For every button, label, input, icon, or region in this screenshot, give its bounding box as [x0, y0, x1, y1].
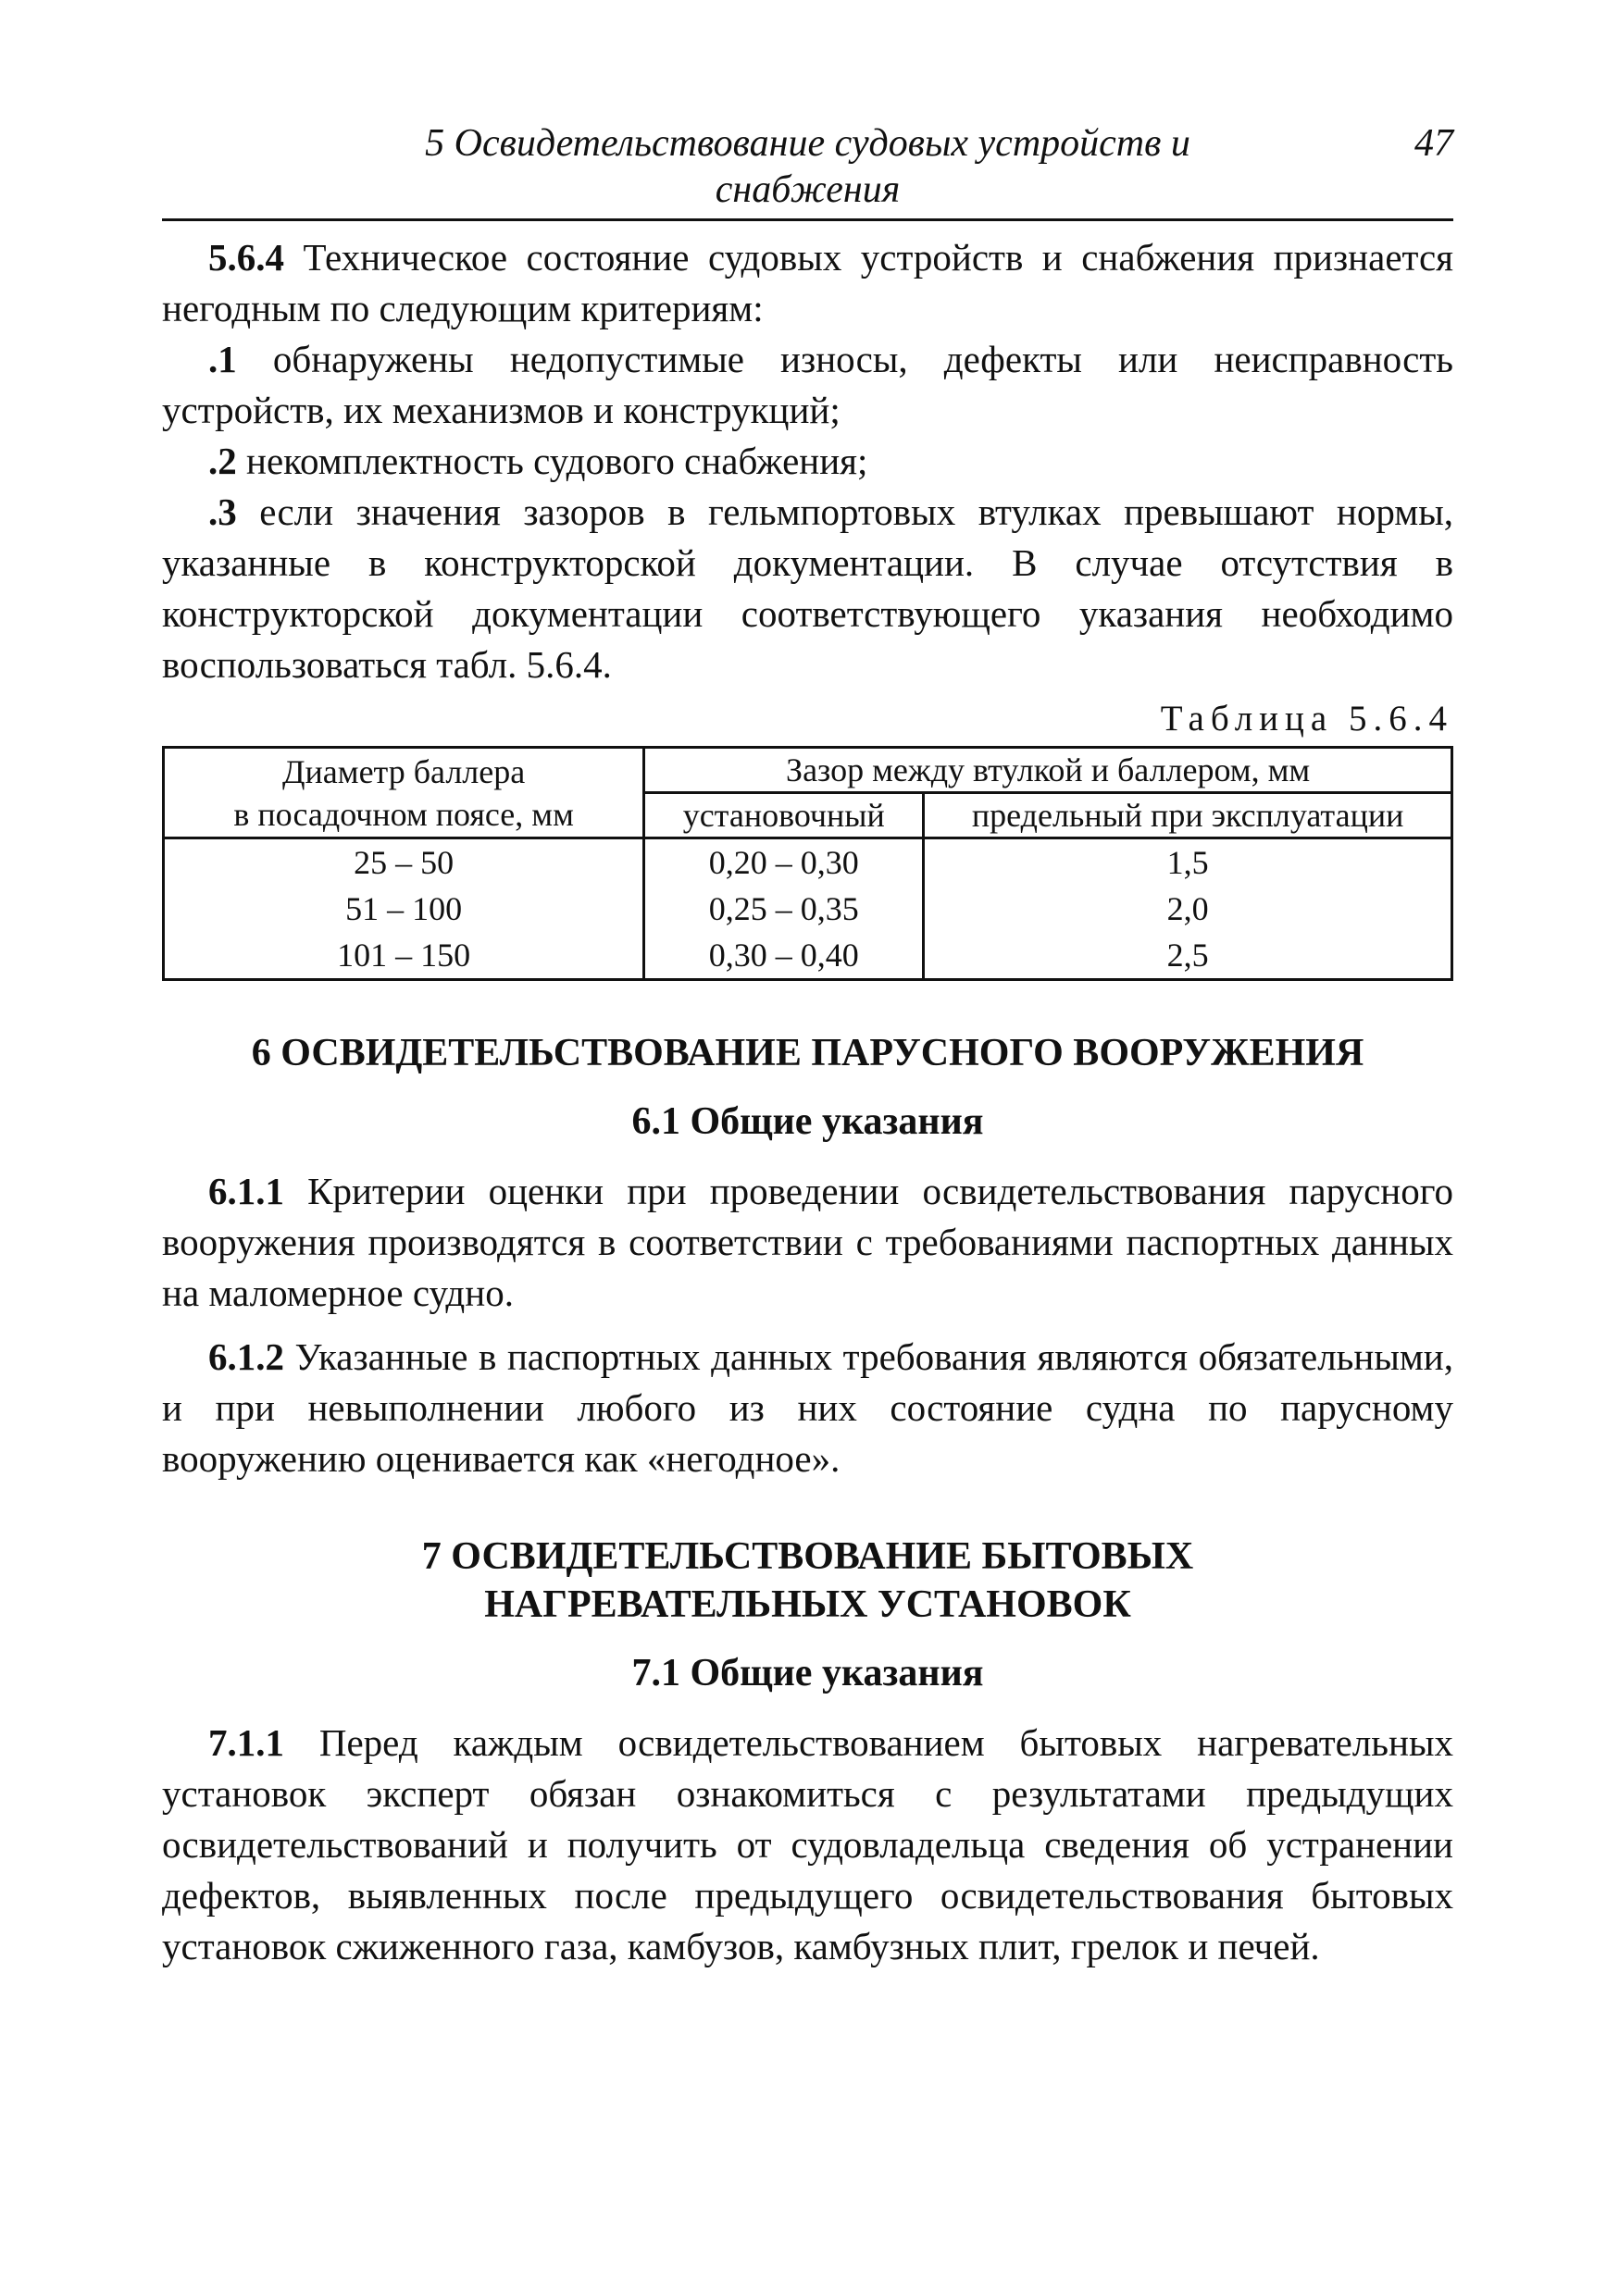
clause-text: Техническое состояние судовых устройств и снабжения признается негодным по следующим критериям: [162, 236, 1453, 329]
clause-6-1-2 [162, 1332, 1453, 1484]
item-text: некомплектность судового снабжения; [236, 440, 868, 482]
cell-diameter: 51 – 100 [164, 886, 644, 932]
cell-diameter: 25 – 50 [164, 838, 644, 887]
item-number: .1 [208, 338, 237, 380]
section-7-heading-line2: НАГРЕВАТЕЛЬНЫХ УСТАНОВОК [484, 1583, 1131, 1626]
clause-6-1-1 [162, 1166, 1453, 1319]
cell-installation: 0,20 – 0,30 [644, 838, 924, 887]
table-row [164, 886, 1452, 932]
table-row [164, 932, 1452, 980]
header-diameter [164, 748, 644, 838]
cell-limit: 2,0 [924, 886, 1452, 932]
clause-item-2 [162, 436, 1453, 487]
running-title-line1: 5 Освидетельствование судовых устройств и [425, 122, 1190, 165]
clause-number: 7.1.1 [208, 1721, 284, 1764]
clause-number: 5.6.4 [208, 236, 284, 279]
header-diameter-line2: в посадочном поясе, мм [233, 795, 574, 833]
item-text: если значения зазоров в гельмпортовых втулках превышают нормы, указанные в конструкторской документации. В случае отсутствия в конструкторской документации соответствующего указания необходимо воспользоваться табл. 5.6.4. [162, 490, 1453, 686]
clause-item-3 [162, 487, 1453, 690]
cell-limit: 2,5 [924, 932, 1452, 980]
item-number: .2 [208, 440, 237, 482]
clause-text: Критерии оценки при проведении освидетельствования парусного вооружения производятся в соответствии с требованиями паспортных данных на маломерное судно. [162, 1170, 1453, 1314]
clause-number: 6.1.2 [208, 1335, 284, 1378]
cell-installation: 0,25 – 0,35 [644, 886, 924, 932]
clause-7-1-1 [162, 1718, 1453, 1972]
clause-number: 6.1.1 [208, 1170, 284, 1212]
clause-5-6-4 [162, 232, 1453, 334]
document-page [162, 120, 1453, 1972]
subsection-6-1-heading: 6.1 Общие указания [631, 1100, 984, 1143]
subsection-7-1-heading: 7.1 Общие указания [631, 1652, 984, 1694]
item-text: обнаружены недопустимые износы, дефекты или неисправность устройств, их механизмов и конструкций; [162, 338, 1453, 431]
item-number: .3 [208, 490, 237, 533]
cell-diameter: 101 – 150 [164, 932, 644, 980]
section-6-heading: 6 ОСВИДЕТЕЛЬСТВОВАНИЕ ПАРУСНОГО ВООРУЖЕНИЯ [251, 1032, 1364, 1074]
header-diameter-line1: Диаметр баллера [281, 752, 526, 790]
running-header [162, 120, 1453, 213]
page-number: 47 [1414, 122, 1453, 165]
header-limit: предельный при эксплуатации [924, 793, 1452, 838]
header-installation: установочный [644, 793, 924, 838]
header-rule [162, 218, 1453, 221]
table-caption: Таблица 5.6.4 [1160, 699, 1453, 738]
section-7-heading [162, 1533, 1453, 1629]
cell-installation: 0,30 – 0,40 [644, 932, 924, 980]
section-7-heading-line1: 7 ОСВИДЕТЕЛЬСТВОВАНИЕ БЫТОВЫХ [421, 1535, 1194, 1578]
clause-text: Указанные в паспортных данных требования являются обязательными, и при невыполнении любого из них состояние судна по парусному вооружению оценивается как «негодное». [162, 1335, 1453, 1480]
clause-text: Перед каждым освидетельствованием бытовых нагревательных установок эксперт обязан ознакомиться с результатами предыдущих освидетельствований и получить от судовладельца сведения об устранении дефектов, выявленных после предыдущего освидетельствования бытовых установок сжиженного газа, камбузов, камбузных плит, грелок и печей. [162, 1721, 1453, 1967]
cell-limit: 1,5 [924, 838, 1452, 887]
clause-item-1 [162, 334, 1453, 436]
clearance-table [162, 746, 1453, 981]
running-title-line2: снабжения [715, 168, 901, 211]
header-clearance-group: Зазор между втулкой и баллером, мм [644, 748, 1452, 793]
table-row [164, 838, 1452, 887]
